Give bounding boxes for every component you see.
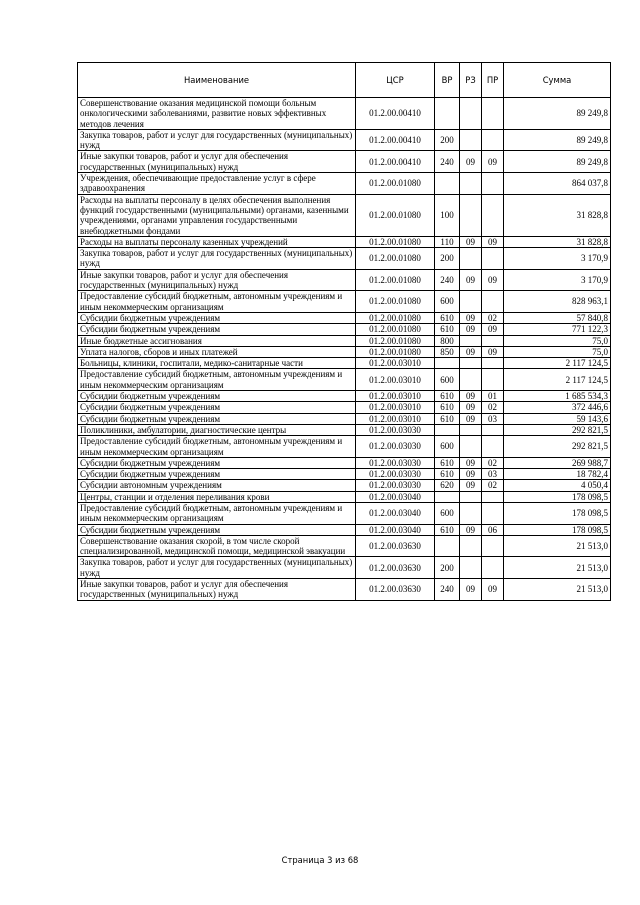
cell-rz bbox=[460, 424, 482, 435]
cell-sum: 269 988,7 bbox=[504, 457, 611, 468]
cell-rz: 09 bbox=[460, 402, 482, 413]
cell-rz bbox=[460, 369, 482, 391]
cell-name: Предоставление субсидий бюджетным, автономным учреждениям и иным некоммерческим организациям bbox=[78, 369, 356, 391]
header-vr: ВР bbox=[435, 63, 460, 98]
header-csr: ЦСР bbox=[356, 63, 435, 98]
cell-pr bbox=[482, 557, 504, 579]
cell-csr: 01.2.00.01080 bbox=[356, 236, 435, 247]
cell-rz: 09 bbox=[460, 346, 482, 357]
cell-sum: 864 037,8 bbox=[504, 173, 611, 195]
cell-pr: 02 bbox=[482, 312, 504, 323]
table-body bbox=[78, 98, 611, 601]
cell-pr: 09 bbox=[482, 269, 504, 291]
cell-rz: 09 bbox=[460, 391, 482, 402]
cell-vr: 240 bbox=[435, 269, 460, 291]
table-row bbox=[78, 557, 611, 579]
cell-sum: 292 821,5 bbox=[504, 424, 611, 435]
table-row bbox=[78, 129, 611, 151]
cell-pr bbox=[482, 173, 504, 195]
cell-sum: 75,0 bbox=[504, 335, 611, 346]
header-name: Наименование bbox=[78, 63, 356, 98]
cell-csr: 01.2.00.03030 bbox=[356, 480, 435, 491]
table-row bbox=[78, 358, 611, 369]
cell-pr bbox=[482, 291, 504, 313]
cell-name: Учреждения, обеспечивающие предоставление услуг в сфере здравоохранения bbox=[78, 173, 356, 195]
cell-pr bbox=[482, 129, 504, 151]
cell-rz bbox=[460, 248, 482, 270]
cell-vr: 620 bbox=[435, 480, 460, 491]
table-row bbox=[78, 335, 611, 346]
cell-rz: 09 bbox=[460, 236, 482, 247]
cell-vr: 610 bbox=[435, 413, 460, 424]
cell-vr: 610 bbox=[435, 402, 460, 413]
cell-vr: 200 bbox=[435, 557, 460, 579]
cell-sum: 372 446,6 bbox=[504, 402, 611, 413]
cell-pr bbox=[482, 358, 504, 369]
cell-vr: 240 bbox=[435, 151, 460, 173]
cell-csr: 01.2.00.03040 bbox=[356, 502, 435, 524]
cell-vr: 610 bbox=[435, 524, 460, 535]
cell-pr bbox=[482, 535, 504, 557]
cell-vr: 600 bbox=[435, 502, 460, 524]
cell-rz: 09 bbox=[460, 579, 482, 601]
table-row bbox=[78, 324, 611, 335]
cell-rz: 09 bbox=[460, 151, 482, 173]
cell-sum: 31 828,8 bbox=[504, 194, 611, 236]
cell-name: Расходы на выплаты персоналу в целях обеспечения выполнения функций государственными (муниципальными) органами, казенными учреждениями, органами управления государственными внебюджетными фондами bbox=[78, 194, 356, 236]
cell-csr: 01.2.00.03010 bbox=[356, 358, 435, 369]
cell-name: Больницы, клиники, госпитали, медико-санитарные части bbox=[78, 358, 356, 369]
cell-name: Расходы на выплаты персоналу казенных учреждений bbox=[78, 236, 356, 247]
cell-rz bbox=[460, 358, 482, 369]
cell-name: Совершенствование оказания скорой, в том числе скорой специализированной, медицинской помощи, медицинской эвакуации bbox=[78, 535, 356, 557]
cell-name: Субсидии бюджетным учреждениям bbox=[78, 391, 356, 402]
cell-vr: 610 bbox=[435, 391, 460, 402]
cell-pr: 02 bbox=[482, 457, 504, 468]
cell-csr: 01.2.00.01080 bbox=[356, 324, 435, 335]
cell-vr: 600 bbox=[435, 436, 460, 458]
table-row bbox=[78, 436, 611, 458]
cell-vr: 610 bbox=[435, 324, 460, 335]
cell-name: Иные закупки товаров, работ и услуг для обеспечения государственных (муниципальных) нужд bbox=[78, 151, 356, 173]
cell-sum: 21 513,0 bbox=[504, 557, 611, 579]
cell-sum: 18 782,4 bbox=[504, 469, 611, 480]
cell-csr: 01.2.00.03010 bbox=[356, 369, 435, 391]
header-rz: РЗ bbox=[460, 63, 482, 98]
cell-pr: 09 bbox=[482, 324, 504, 335]
table-row bbox=[78, 579, 611, 601]
table-row bbox=[78, 457, 611, 468]
page-number: Страница 3 из 68 bbox=[281, 855, 359, 865]
cell-pr bbox=[482, 335, 504, 346]
cell-vr: 600 bbox=[435, 291, 460, 313]
cell-rz bbox=[460, 535, 482, 557]
cell-pr: 03 bbox=[482, 469, 504, 480]
cell-csr: 01.2.00.00410 bbox=[356, 151, 435, 173]
cell-csr: 01.2.00.03010 bbox=[356, 402, 435, 413]
cell-sum: 178 098,5 bbox=[504, 502, 611, 524]
cell-sum: 59 143,6 bbox=[504, 413, 611, 424]
cell-vr: 200 bbox=[435, 129, 460, 151]
cell-name: Субсидии бюджетным учреждениям bbox=[78, 312, 356, 323]
cell-rz bbox=[460, 129, 482, 151]
cell-name: Поликлиники, амбулатории, диагностические центры bbox=[78, 424, 356, 435]
table-row bbox=[78, 173, 611, 195]
cell-name: Субсидии бюджетным учреждениям bbox=[78, 524, 356, 535]
cell-sum: 3 170,9 bbox=[504, 248, 611, 270]
cell-vr bbox=[435, 491, 460, 502]
cell-sum: 178 098,5 bbox=[504, 524, 611, 535]
cell-name: Совершенствование оказания медицинской помощи больным онкологическими заболеваниями, развитие новых эффективных методов лечения bbox=[78, 98, 356, 130]
header-sum: Сумма bbox=[504, 63, 611, 98]
cell-sum: 89 249,8 bbox=[504, 151, 611, 173]
cell-vr bbox=[435, 358, 460, 369]
cell-rz bbox=[460, 291, 482, 313]
cell-vr bbox=[435, 173, 460, 195]
table-row bbox=[78, 469, 611, 480]
cell-sum: 828 963,1 bbox=[504, 291, 611, 313]
cell-rz: 09 bbox=[460, 480, 482, 491]
cell-rz: 09 bbox=[460, 413, 482, 424]
table-header-row bbox=[78, 63, 611, 98]
cell-pr: 01 bbox=[482, 391, 504, 402]
cell-pr: 03 bbox=[482, 413, 504, 424]
cell-csr: 01.2.00.01080 bbox=[356, 194, 435, 236]
budget-table bbox=[77, 62, 611, 601]
cell-vr: 610 bbox=[435, 469, 460, 480]
cell-vr: 200 bbox=[435, 248, 460, 270]
table-row bbox=[78, 402, 611, 413]
cell-vr: 800 bbox=[435, 335, 460, 346]
cell-rz: 09 bbox=[460, 457, 482, 468]
table-row bbox=[78, 269, 611, 291]
table-row bbox=[78, 369, 611, 391]
cell-csr: 01.2.00.01080 bbox=[356, 346, 435, 357]
cell-name: Субсидии бюджетным учреждениям bbox=[78, 413, 356, 424]
cell-name: Иные закупки товаров, работ и услуг для обеспечения государственных (муниципальных) нужд bbox=[78, 269, 356, 291]
table-row bbox=[78, 194, 611, 236]
cell-rz bbox=[460, 98, 482, 130]
cell-pr bbox=[482, 194, 504, 236]
cell-sum: 4 050,4 bbox=[504, 480, 611, 491]
cell-name: Субсидии бюджетным учреждениям bbox=[78, 457, 356, 468]
cell-csr: 01.2.00.03010 bbox=[356, 413, 435, 424]
cell-rz bbox=[460, 491, 482, 502]
cell-name: Субсидии бюджетным учреждениям bbox=[78, 469, 356, 480]
table-row bbox=[78, 502, 611, 524]
cell-pr bbox=[482, 502, 504, 524]
cell-vr: 240 bbox=[435, 579, 460, 601]
cell-rz bbox=[460, 557, 482, 579]
cell-csr: 01.2.00.01080 bbox=[356, 173, 435, 195]
cell-sum: 89 249,8 bbox=[504, 129, 611, 151]
cell-sum: 89 249,8 bbox=[504, 98, 611, 130]
cell-name: Иные закупки товаров, работ и услуг для обеспечения государственных (муниципальных) нужд bbox=[78, 579, 356, 601]
cell-sum: 31 828,8 bbox=[504, 236, 611, 247]
cell-csr: 01.2.00.03030 bbox=[356, 469, 435, 480]
table-row bbox=[78, 491, 611, 502]
cell-csr: 01.2.00.03630 bbox=[356, 579, 435, 601]
cell-sum: 1 685 534,3 bbox=[504, 391, 611, 402]
cell-pr bbox=[482, 369, 504, 391]
cell-csr: 01.2.00.01080 bbox=[356, 312, 435, 323]
cell-sum: 21 513,0 bbox=[504, 535, 611, 557]
table-row bbox=[78, 535, 611, 557]
cell-rz: 09 bbox=[460, 324, 482, 335]
cell-vr bbox=[435, 98, 460, 130]
cell-csr: 01.2.00.01080 bbox=[356, 248, 435, 270]
header-pr: ПР bbox=[482, 63, 504, 98]
table-row bbox=[78, 391, 611, 402]
cell-sum: 771 122,3 bbox=[504, 324, 611, 335]
table-row bbox=[78, 98, 611, 130]
cell-name: Закупка товаров, работ и услуг для государственных (муниципальных) нужд bbox=[78, 557, 356, 579]
cell-name: Иные бюджетные ассигнования bbox=[78, 335, 356, 346]
cell-rz bbox=[460, 502, 482, 524]
cell-vr: 600 bbox=[435, 369, 460, 391]
cell-pr bbox=[482, 436, 504, 458]
cell-vr bbox=[435, 424, 460, 435]
table-row bbox=[78, 248, 611, 270]
table-row bbox=[78, 524, 611, 535]
table-row bbox=[78, 151, 611, 173]
cell-sum: 292 821,5 bbox=[504, 436, 611, 458]
cell-rz bbox=[460, 173, 482, 195]
cell-vr: 610 bbox=[435, 457, 460, 468]
cell-csr: 01.2.00.03030 bbox=[356, 424, 435, 435]
cell-csr: 01.2.00.03630 bbox=[356, 557, 435, 579]
cell-rz: 09 bbox=[460, 524, 482, 535]
cell-csr: 01.2.00.01080 bbox=[356, 335, 435, 346]
cell-pr bbox=[482, 98, 504, 130]
cell-sum: 2 117 124,5 bbox=[504, 369, 611, 391]
cell-csr: 01.2.00.01080 bbox=[356, 269, 435, 291]
cell-name: Предоставление субсидий бюджетным, автономным учреждениям и иным некоммерческим организациям bbox=[78, 436, 356, 458]
cell-csr: 01.2.00.03630 bbox=[356, 535, 435, 557]
cell-name: Предоставление субсидий бюджетным, автономным учреждениям и иным некоммерческим организациям bbox=[78, 502, 356, 524]
cell-sum: 2 117 124,5 bbox=[504, 358, 611, 369]
cell-vr: 850 bbox=[435, 346, 460, 357]
cell-name: Закупка товаров, работ и услуг для государственных (муниципальных) нужд bbox=[78, 129, 356, 151]
cell-vr: 610 bbox=[435, 312, 460, 323]
cell-name: Субсидии бюджетным учреждениям bbox=[78, 324, 356, 335]
cell-name: Уплата налогов, сборов и иных платежей bbox=[78, 346, 356, 357]
cell-pr: 09 bbox=[482, 151, 504, 173]
cell-sum: 3 170,9 bbox=[504, 269, 611, 291]
cell-csr: 01.2.00.03040 bbox=[356, 524, 435, 535]
cell-csr: 01.2.00.03030 bbox=[356, 436, 435, 458]
cell-csr: 01.2.00.03030 bbox=[356, 457, 435, 468]
cell-csr: 01.2.00.00410 bbox=[356, 98, 435, 130]
cell-csr: 01.2.00.01080 bbox=[356, 291, 435, 313]
cell-name: Субсидии бюджетным учреждениям bbox=[78, 402, 356, 413]
table-row bbox=[78, 236, 611, 247]
table-row bbox=[78, 291, 611, 313]
table-row bbox=[78, 480, 611, 491]
cell-name: Предоставление субсидий бюджетным, автономным учреждениям и иным некоммерческим организациям bbox=[78, 291, 356, 313]
cell-vr bbox=[435, 535, 460, 557]
table-row bbox=[78, 312, 611, 323]
cell-name: Субсидии автономным учреждениям bbox=[78, 480, 356, 491]
cell-pr bbox=[482, 424, 504, 435]
cell-rz bbox=[460, 436, 482, 458]
cell-csr: 01.2.00.03010 bbox=[356, 391, 435, 402]
cell-vr: 110 bbox=[435, 236, 460, 247]
cell-pr: 09 bbox=[482, 346, 504, 357]
cell-pr: 09 bbox=[482, 579, 504, 601]
cell-rz bbox=[460, 194, 482, 236]
cell-name: Закупка товаров, работ и услуг для государственных (муниципальных) нужд bbox=[78, 248, 356, 270]
cell-rz: 09 bbox=[460, 312, 482, 323]
table-row bbox=[78, 424, 611, 435]
cell-csr: 01.2.00.00410 bbox=[356, 129, 435, 151]
cell-pr bbox=[482, 491, 504, 502]
table-row bbox=[78, 346, 611, 357]
cell-rz bbox=[460, 335, 482, 346]
cell-pr bbox=[482, 248, 504, 270]
cell-sum: 178 098,5 bbox=[504, 491, 611, 502]
cell-csr: 01.2.00.03040 bbox=[356, 491, 435, 502]
cell-sum: 21 513,0 bbox=[504, 579, 611, 601]
cell-pr: 02 bbox=[482, 480, 504, 491]
cell-vr: 100 bbox=[435, 194, 460, 236]
cell-sum: 75,0 bbox=[504, 346, 611, 357]
cell-sum: 57 840,8 bbox=[504, 312, 611, 323]
table-row bbox=[78, 413, 611, 424]
cell-rz: 09 bbox=[460, 269, 482, 291]
cell-rz: 09 bbox=[460, 469, 482, 480]
cell-name: Центры, станции и отделения переливания крови bbox=[78, 491, 356, 502]
cell-pr: 02 bbox=[482, 402, 504, 413]
cell-pr: 06 bbox=[482, 524, 504, 535]
cell-pr: 09 bbox=[482, 236, 504, 247]
